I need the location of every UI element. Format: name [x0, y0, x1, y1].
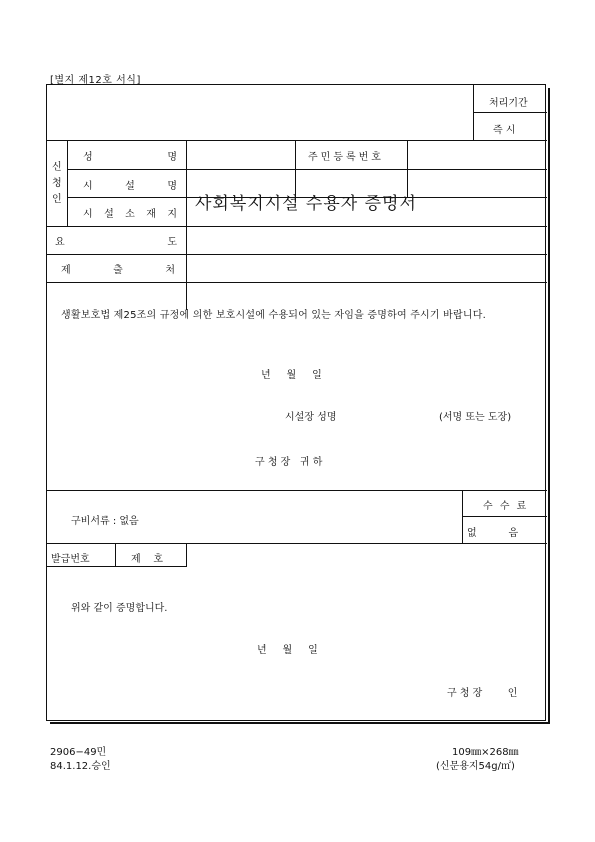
facility-location-label: 시 설 소 재 지	[83, 209, 177, 220]
signature-note: (서명 또는 도장)	[439, 412, 512, 423]
date-line-2: 년 월 일	[257, 645, 318, 656]
processing-period-value: 즉 시	[493, 125, 516, 136]
resident-id-label: 주민등록번호	[308, 152, 384, 163]
issue-number-label: 발급번호	[51, 554, 90, 565]
processing-period-label: 처리기간	[489, 98, 528, 109]
form-code: 2906−49민	[50, 747, 107, 758]
required-documents: 구비서류 : 없음	[71, 516, 139, 527]
form-frame	[46, 84, 546, 721]
applicant-group-label: 신청인	[52, 162, 62, 205]
approval-date: 84.1.12.승인	[50, 761, 111, 772]
form-label: [별지 제12호 서식]	[50, 75, 141, 86]
certify-text: 위와 같이 증명합니다.	[71, 603, 168, 614]
fee-value: 없 음	[467, 528, 519, 539]
document-title: 사회복지시설 수용자 증명서	[195, 194, 417, 214]
name-label: 성 명	[83, 152, 177, 163]
issuer-seal: 구 청 장 인	[447, 688, 518, 699]
submit-to-label: 제 출 처	[61, 265, 175, 276]
statement-text: 생활보호법 제25조의 규정에 의한 보호시설에 수용되어 있는 자임을 증명하여 주시기 바랍니다.	[61, 310, 486, 321]
frame-shadow-bottom	[50, 722, 550, 724]
addressee: 구 청 장 귀 하	[255, 457, 323, 468]
purpose-label: 요 도	[55, 237, 177, 248]
frame-shadow-right	[548, 88, 550, 724]
date-line: 년 월 일	[261, 370, 322, 381]
paper-size: 109㎜×268㎜	[452, 747, 519, 758]
facility-name-label: 시 설 명	[83, 181, 177, 192]
fee-label: 수 수 료	[483, 501, 529, 512]
paper-type: (신문용지54g/㎡)	[436, 761, 515, 772]
issue-number-prefix: 제 호	[131, 554, 164, 565]
facility-head-label: 시설장 성명	[285, 412, 337, 423]
